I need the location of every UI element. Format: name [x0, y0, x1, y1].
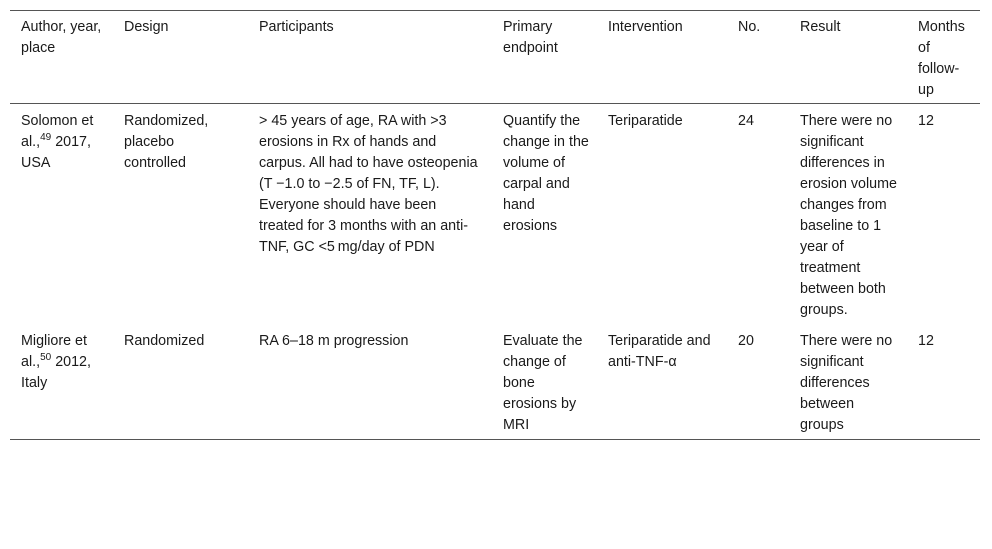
author-place: Italy: [21, 375, 48, 391]
table-row: [10, 104, 980, 325]
cell-months: 12: [918, 113, 934, 129]
study-table-container: [10, 10, 980, 440]
cell-design: Randomized, placebo controlled: [124, 113, 209, 171]
table-row: [10, 324, 980, 440]
reference-number[interactable]: 49: [40, 132, 52, 144]
cell-primary-endpoint: Quantify the change in the volume of carpal and hand erosions: [503, 113, 589, 234]
cell-no: 20: [738, 333, 754, 349]
cell-no: 24: [738, 113, 754, 129]
cell-primary-endpoint: Evaluate the change of bone erosions by MRI: [503, 333, 583, 433]
header-result: Result: [800, 19, 841, 35]
author-name: Solomon et al.,: [21, 113, 94, 150]
cell-result: There were no significant differences between groups: [800, 333, 893, 433]
cell-participants: RA 6–18 m progression: [259, 333, 409, 349]
cell-intervention: Teriparatide: [608, 113, 683, 129]
header-no: No.: [738, 19, 761, 35]
author-year: 2012,: [55, 354, 91, 370]
cell-participants: > 45 years of age, RA with >3 erosions in Rx of hands and carpus. All had to have osteopenia (T −1.0 to −2.5 of FN, TF, L). Everyone should have been treated for 3 months with an anti-TNF, GC <5 mg/day of PDN: [259, 113, 478, 255]
reference-number[interactable]: 50: [40, 352, 52, 364]
cell-result: There were no significant differences in erosion volume changes from baseline to 1 year of treatment between both groups.: [800, 113, 897, 318]
author-place: USA: [21, 155, 51, 171]
author-name: Migliore et al.,: [21, 333, 87, 370]
header-row: [10, 11, 980, 104]
header-design: Design: [124, 19, 169, 35]
study-table: [10, 10, 980, 440]
cell-design: Randomized: [124, 333, 205, 349]
header-author: Author, year, place: [21, 19, 102, 56]
header-intervention: Intervention: [608, 19, 683, 35]
header-participants: Participants: [259, 19, 334, 35]
header-months-follow-up: Months of follow-up: [918, 19, 965, 98]
author-year: 2017,: [55, 134, 91, 150]
cell-intervention: Teriparatide and anti-TNF-α: [608, 333, 711, 370]
cell-author: [10, 104, 113, 325]
cell-months: 12: [918, 333, 934, 349]
cell-author: [10, 324, 113, 440]
header-primary-endpoint: Primary endpoint: [503, 19, 558, 56]
